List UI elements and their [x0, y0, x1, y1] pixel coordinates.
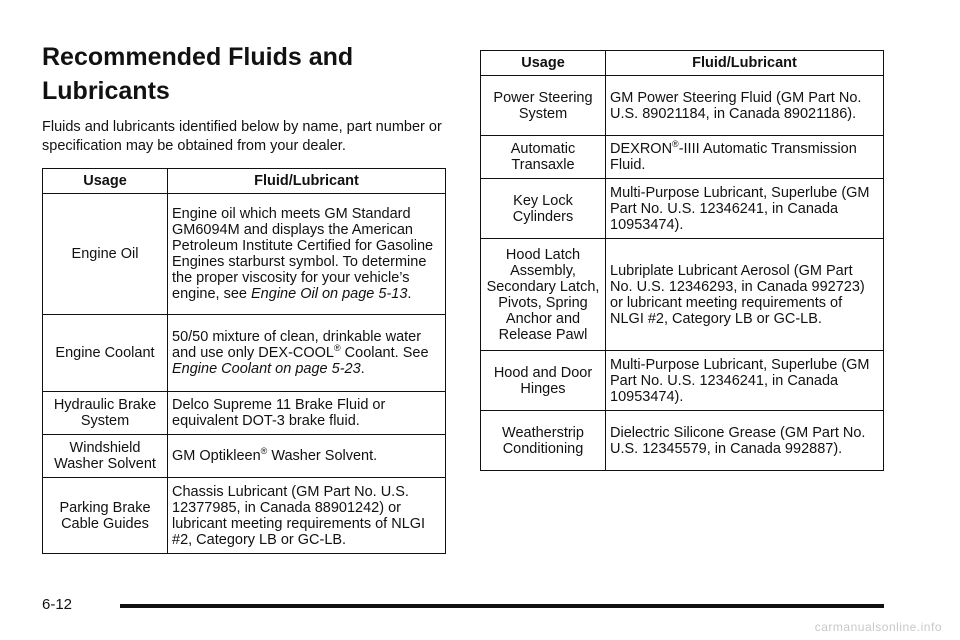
- table-row: [43, 478, 446, 554]
- intro-paragraph: Fluids and lubricants identified below by name, part number or specification may be obtained from your dealer.: [42, 119, 442, 154]
- fluid-cell: [168, 435, 446, 478]
- usage-cell: Engine Oil: [43, 194, 168, 315]
- fluid-text-b: Coolant. See: [340, 345, 429, 361]
- table-row: [481, 351, 884, 411]
- fluid-text: Engine oil which meets GM Standard GM6094M and displays the American Petroleum Institute Certified for Gasoline Engines starburst symbol. To determine the proper viscosity for your vehicle’s engine, see: [172, 206, 434, 302]
- footer-rule: [120, 604, 884, 608]
- table-row: [481, 179, 884, 239]
- table-row: [481, 411, 884, 471]
- fluid-cell: [606, 136, 884, 179]
- page-reference-link[interactable]: Engine Oil on page 5-13: [251, 286, 408, 302]
- fluid-text-b: -IIII Automatic Transmission Fluid.: [610, 141, 857, 173]
- usage-cell: Engine Coolant: [43, 315, 168, 392]
- page-title-line1: Recommended Fluids and: [42, 43, 354, 71]
- usage-cell: Weatherstrip Conditioning: [481, 411, 606, 471]
- table-row: [43, 392, 446, 435]
- page-number: 6-12: [42, 596, 73, 613]
- usage-header: Usage: [43, 169, 168, 194]
- fluid-cell: Multi-Purpose Lubricant, Superlube (GM Part No. U.S. 12346241, in Canada 10953474).: [606, 179, 884, 239]
- fluid-text: 50/50 mixture of clean, drinkable water and use only DEX-COOL: [172, 329, 422, 361]
- fluid-text: DEXRON: [610, 141, 673, 157]
- fluid-text-b: Washer Solvent.: [267, 448, 378, 464]
- table-row: [43, 194, 446, 315]
- usage-cell: Power Steering System: [481, 76, 606, 136]
- page-title: [42, 40, 446, 108]
- table-header-row: [481, 51, 884, 76]
- fluid-cell: Chassis Lubricant (GM Part No. U.S. 12377985, in Canada 88901242) or lubricant meeting requirements of NLGI #2, Category LB or GC-LB.: [168, 478, 446, 554]
- fluid-cell: Dielectric Silicone Grease (GM Part No. U.S. 12345579, in Canada 992887).: [606, 411, 884, 471]
- page-title-line2: Lubricants: [42, 77, 170, 105]
- right-column: [480, 50, 884, 471]
- fluid-cell: Multi-Purpose Lubricant, Superlube (GM Part No. U.S. 12346241, in Canada 10953474).: [606, 351, 884, 411]
- fluids-table-left: [42, 168, 446, 554]
- table-row: [481, 76, 884, 136]
- usage-cell: Windshield Washer Solvent: [43, 435, 168, 478]
- fluid-header: Fluid/Lubricant: [168, 169, 446, 194]
- table-row: [43, 435, 446, 478]
- usage-cell: Parking Brake Cable Guides: [43, 478, 168, 554]
- watermark: carmanualsonline.info: [814, 620, 942, 634]
- usage-cell: Key Lock Cylinders: [481, 179, 606, 239]
- registered-mark: ®: [334, 343, 341, 354]
- usage-header: Usage: [481, 51, 606, 76]
- table-row: [481, 136, 884, 179]
- fluid-cell: Delco Supreme 11 Brake Fluid or equivalent DOT-3 brake fluid.: [168, 392, 446, 435]
- fluid-text-end: .: [407, 286, 412, 302]
- registered-mark: ®: [672, 139, 679, 150]
- fluid-cell: GM Power Steering Fluid (GM Part No. U.S. 89021184, in Canada 89021186).: [606, 76, 884, 136]
- fluid-header: Fluid/Lubricant: [606, 51, 884, 76]
- usage-cell: Hood and Door Hinges: [481, 351, 606, 411]
- fluid-cell: [168, 194, 446, 315]
- page-reference-link[interactable]: Engine Coolant on page 5-23: [172, 361, 361, 377]
- table-row: [43, 315, 446, 392]
- table-header-row: [43, 169, 446, 194]
- fluid-cell: Lubriplate Lubricant Aerosol (GM Part No. U.S. 12346293, in Canada 992723) or lubricant meeting requirements of NLGI #2, Category LB or GC-LB.: [606, 239, 884, 351]
- usage-cell: Hood Latch Assembly, Secondary Latch, Pivots, Spring Anchor and Release Pawl: [481, 239, 606, 351]
- registered-mark: ®: [260, 446, 268, 457]
- left-column: [42, 40, 446, 554]
- fluid-cell: [168, 315, 446, 392]
- fluid-text: GM Optikleen: [172, 448, 261, 464]
- fluid-text-end: .: [360, 361, 365, 377]
- usage-cell: Hydraulic Brake System: [43, 392, 168, 435]
- table-row: [481, 239, 884, 351]
- usage-cell: Automatic Transaxle: [481, 136, 606, 179]
- fluids-table-right: [480, 50, 884, 471]
